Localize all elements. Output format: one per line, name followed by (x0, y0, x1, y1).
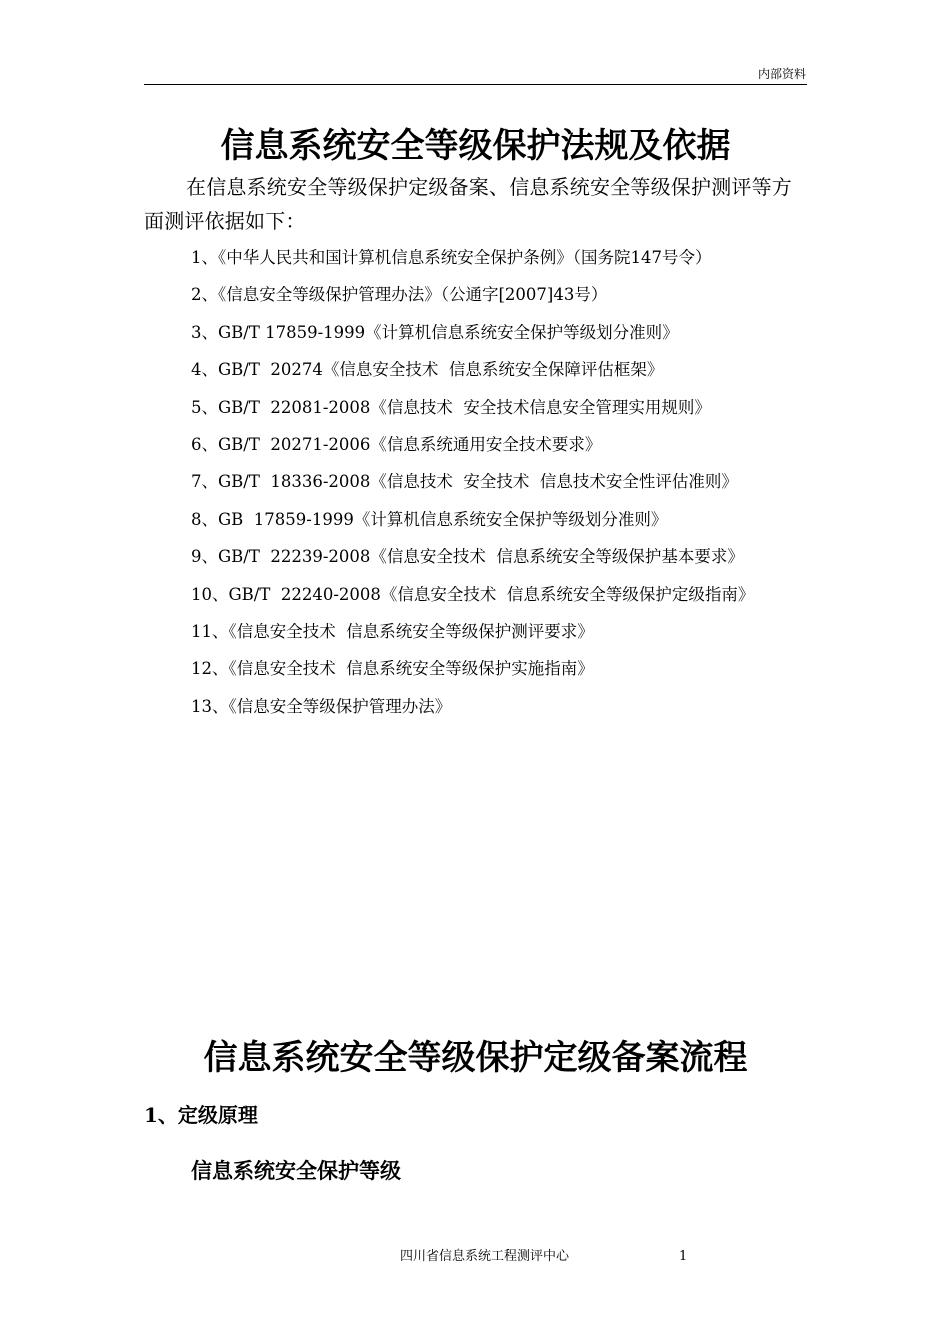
filing-process-title: 信息系统安全等级保护定级备案流程 (203, 1038, 748, 1078)
reference-item: 1、《中华人民共和国计算机信息系统安全保护条例》（国务院147号令） (191, 248, 712, 267)
reference-item: 13、《信息安全等级保护管理办法》 (191, 696, 452, 716)
reference-item: 10、GB/T 22240-2008《信息安全技术 信息系统安全等级保护定级指南》 (191, 584, 755, 604)
intro-paragraph: 在信息系统安全等级保护定级备案、信息系统安全等级保护测评等方面测评依据如下： (144, 175, 792, 233)
footer-organization: 四川省信息系统工程测评中心 (400, 1249, 570, 1264)
page-number: 1 (679, 1249, 688, 1264)
section-heading: 1、定级原理 (144, 1103, 258, 1127)
reference-item: 4、GB/T 20274《信息安全技术 信息系统安全保障评估框架》 (191, 360, 664, 380)
reference-item: 2、《信息安全等级保护管理办法》（公通字[2007]43号） (191, 285, 608, 305)
reference-item: 9、GB/T 22239-2008《信息安全技术 信息系统安全等级保护基本要求》 (191, 547, 744, 567)
reference-item: 3、GB/T 17859-1999《计算机信息系统安全保护等级划分准则》 (191, 322, 679, 342)
reference-list (191, 244, 754, 730)
reference-item: 5、GB/T 22081-2008《信息技术 安全技术信息安全管理实用规则》 (191, 397, 711, 417)
reference-item: 8、GB 17859-1999《计算机信息系统安全保护等级划分准则》 (191, 509, 668, 529)
reference-item: 11、《信息安全技术 信息系统安全等级保护测评要求》 (191, 621, 594, 641)
header-note: 内部资料 (757, 67, 806, 81)
reference-item: 6、GB/T 20271-2006《信息系统通用安全技术要求》 (191, 434, 602, 454)
section-subheading: 信息系统安全保护等级 (191, 1158, 401, 1183)
regulations-title: 信息系统安全等级保护法规及依据 (220, 126, 731, 166)
header-divider (144, 84, 807, 85)
reference-item: 7、GB/T 18336-2008《信息技术 安全技术 信息技术安全性评估准则》 (191, 472, 738, 492)
reference-item: 12、《信息安全技术 信息系统安全等级保护实施指南》 (191, 659, 594, 679)
